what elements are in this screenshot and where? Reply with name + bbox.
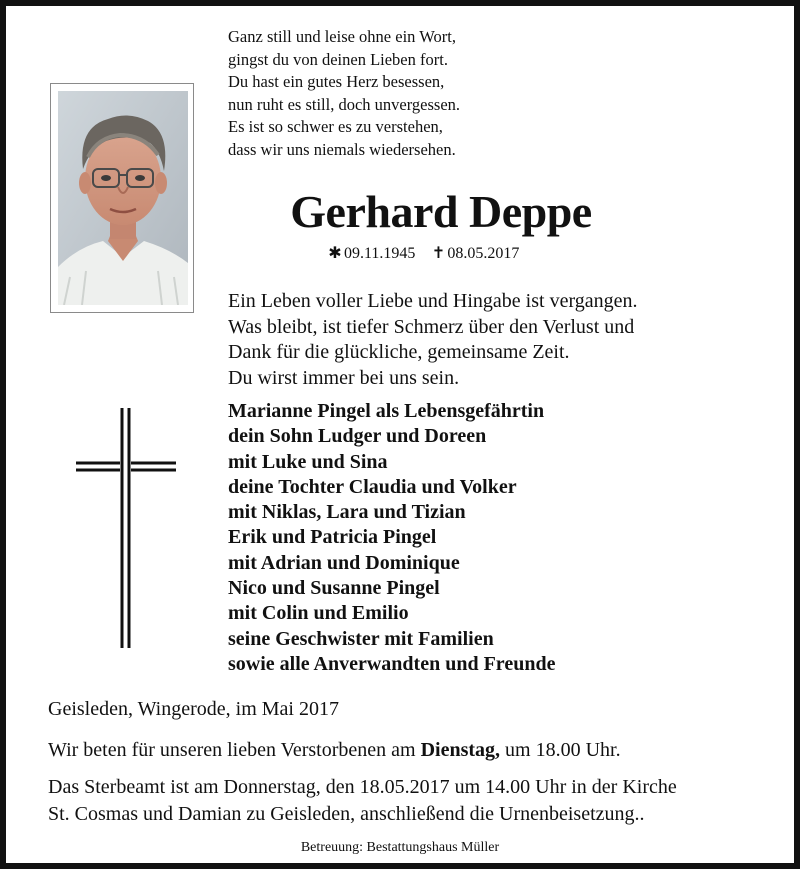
memorial-poem [228, 26, 528, 161]
poem-line: Es ist so schwer es zu verstehen, [228, 117, 443, 136]
death-date: 08.05.2017 [447, 245, 520, 262]
funeral-home-credit: Betreuung: Bestattungshaus Müller [300, 840, 500, 855]
tribute-text [228, 289, 638, 391]
tribute-line: Ein Leben voller Liebe und Hingabe ist vergangen. [228, 290, 638, 312]
mourners-list [228, 399, 555, 677]
mourner-line: sowie alle Anverwandten und Freunde [228, 652, 556, 675]
prayer-text-before: Wir beten für unseren lieben Verstorbenen am [48, 739, 421, 761]
tribute-line: Du wirst immer bei uns sein. [228, 366, 460, 389]
poem-line: Du hast ein gutes Herz besessen, [228, 72, 445, 91]
mourner-line: mit Adrian und Dominique [228, 551, 460, 574]
life-dates [328, 243, 519, 265]
mass-line: Das Sterbeamt ist am Donnerstag, den 18.05.2017 um 14.00 Uhr in der Kirche [48, 776, 677, 798]
poem-line: gingst du von deinen Lieben fort. [228, 49, 448, 69]
small-cross-icon: ✝ [431, 245, 446, 262]
prayer-text-after: um 18.00 Uhr. [500, 739, 621, 761]
mourner-line: Erik und Patricia Pingel [228, 526, 437, 549]
portrait-image [58, 91, 188, 305]
latin-cross-double-line-icon [72, 408, 180, 650]
place-and-date: Geisleden, Wingerode, im Mai 2017 [48, 698, 339, 720]
mourner-line: deine Tochter Claudia und Volker [228, 475, 517, 498]
mourner-line: mit Colin und Emilio [228, 602, 409, 625]
mourner-line: seine Geschwister mit Familien [228, 627, 494, 650]
poem-line: dass wir uns niemals wiedersehen. [228, 139, 456, 159]
portrait-photo [50, 83, 194, 313]
mourner-line: mit Niklas, Lara und Tizian [228, 501, 466, 524]
mass-line: St. Cosmas und Damian zu Geisleden, anschließend die Urnenbeisetzung.. [48, 803, 645, 825]
deceased-name: Gerhard Deppe [290, 186, 592, 237]
tribute-line: Dank für die glückliche, gemeinsame Zeit. [228, 341, 570, 363]
mourner-line: Nico und Susanne Pingel [228, 577, 440, 600]
poem-line: Ganz still und leise ohne ein Wort, [228, 27, 456, 46]
prayer-day: Dienstag, [420, 739, 501, 761]
tribute-line: Was bleibt, ist tiefer Schmerz über den Verlust und [228, 315, 635, 338]
mourner-line: dein Sohn Ludger und Doreen [228, 425, 487, 448]
prayer-notice [48, 737, 621, 763]
birth-date: 09.11.1945 [344, 245, 416, 262]
poem-line: nun ruht es still, doch unvergessen. [228, 94, 461, 114]
funeral-mass-notice [48, 774, 677, 828]
mourner-line: Marianne Pingel als Lebensgefährtin [228, 400, 545, 422]
mourner-line: mit Luke und Sina [228, 450, 388, 473]
asterisk-star-icon: ✱ [328, 245, 342, 262]
